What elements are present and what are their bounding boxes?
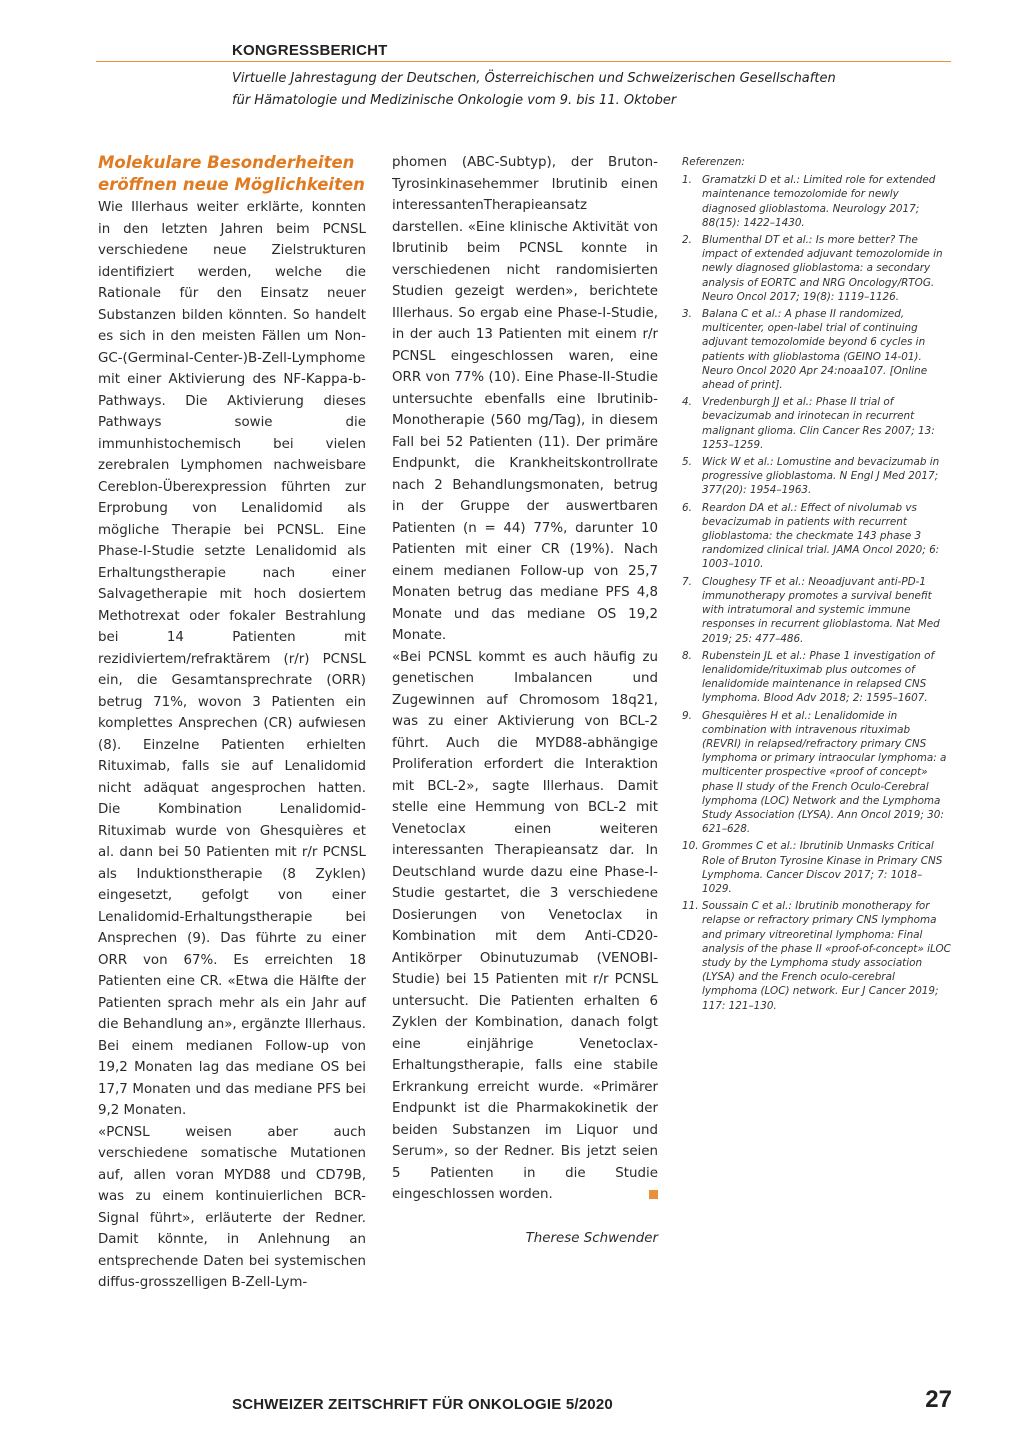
subtitle-line-2: für Hämatologie und Medizinische Onkologie vom 9. bis 11. Oktober (232, 93, 677, 108)
reference-item (682, 709, 952, 837)
reference-number: 3. (682, 308, 692, 321)
references-label: Referenzen: (682, 156, 745, 168)
reference-text: Soussain C et al.: Ibrutinib monotherapy for relapse or refractory primary CNS lymphoma and primary vitreoretinal lymphoma: Final analysis of the phase II «proof-of-concept» iLOC study by the Lymphoma study association (LYSA) and the French oculo-cerebral lymphoma (LOC) network. Eur J Cancer 2019; 117: 121–130. (702, 900, 951, 1012)
reference-item (682, 649, 952, 706)
reference-item (682, 575, 952, 646)
journal-name: SCHWEIZER ZEITSCHRIFT FÜR ONKOLOGIE 5/2020 (232, 1396, 613, 1413)
article-column-1 (98, 152, 366, 1294)
reference-number: 11. (682, 900, 699, 913)
reference-text: Blumenthal DT et al.: Is more better? The impact of extended adjuvant temozolomide in newly diagnosed glioblastoma: a secondary analysis of EORTC and NRG Oncology/RTOG. Neuro Oncol 2017; 19(8): 1119–1126. (702, 234, 943, 303)
header-subtitle (232, 68, 952, 112)
header-divider (96, 61, 951, 62)
reference-number: 4. (682, 396, 692, 409)
references-column (682, 155, 952, 1016)
reference-number: 8. (682, 649, 692, 662)
reference-number: 9. (682, 709, 692, 722)
reference-text: Vredenburgh JJ et al.: Phase II trial of bevacizumab and irinotecan in recurrent malignant glioma. Clin Cancer Res 2007; 13: 1253–1259. (702, 396, 935, 451)
article-paragraph-1: Wie Illerhaus weiter erklärte, konnten in den letzten Jahren beim PCNSL verschiedene neue Zielstrukturen identifiziert werden, welche die Rationale für den Einsatz neuer Substanzen bilden könnten. So handelt es sich in den meisten Fällen um Non-GC-(Germinal-Center-)B-Zell-Lymphome mit einer Aktivierung des NF-Kappa-b-Pathways. Die Aktivierung dieses Pathways sowie die immunhistochemisch bei vielen zerebralen Lymphomen nachweisbare Cereblon-Überexpression führten zur Erprobung von Lenalidomid als mögliche Therapie bei PCNSL. Eine Phase-I-Studie setzte Lenalidomid als Erhaltungstherapie nach einer Salvagetherapie mit hoch dosiertem Methotrexat oder fokaler Bestrahlung bei 14 Patienten mit rezidiviertem/refraktärem (r/r) PCNSL ein, die Gesamtansprechrate (ORR) betrug 71%, wovon 3 Patienten ein komplettes Ansprechen (CR) aufwiesen (8). Einzelne Patienten erhielten Rituximab, falls sie auf Lenalidomid nicht adäquat angesprochen hatten. Die Kombination Lenalidomid-Rituximab wurde von Ghesquières et al. dann bei 50 Patienten mit r/r PCNSL als Induktionstherapie (8 Zyklen) eingesetzt, gefolgt von einer Lenalidomid-Erhaltungstherapie bei Ansprechen (9). Das führte zu einer ORR von 67%. Es erreichten 18 Patienten eine CR. «Etwa die Hälfte der Patienten sprach mehr als ein Jahr auf die Behandlung an», ergänzte Illerhaus. Bei einem medianen Follow-up von 19,2 Monaten lag das mediane OS bei 17,7 Monaten und das mediane PFS bei 9,2 Monaten. (98, 200, 366, 1118)
reference-item (682, 173, 952, 230)
article-column-2 (392, 152, 658, 1249)
reference-number: 1. (682, 174, 692, 187)
reference-text: Gramatzki D et al.: Limited role for extended maintenance temozolomide for newly diagnosed glioblastoma. Neurology 2017; 88(15): 1422–1430. (702, 174, 936, 229)
references-list (682, 173, 952, 1013)
reference-item (682, 899, 952, 1013)
author-name: Therese Schwender (525, 1230, 658, 1246)
end-mark-icon (649, 1190, 658, 1199)
reference-item (682, 307, 952, 392)
reference-number: 2. (682, 234, 692, 247)
article-paragraph-2-start: «PCNSL weisen aber auch verschiedene somatische Mutationen auf, allen voran MYD88 und CD79B, was zu einem kontinuierlichen BCR-Signal führt», erläuterte der Redner. Damit könnte, in Anlehnung an entsprechende Daten bei systemischen diffus-grosszelligen B-Zell-Lym- (98, 1124, 366, 1290)
article-paragraph-3 (392, 647, 658, 1206)
section-heading: Molekulare Besonderheiten eröffnen neue Möglichkeiten (98, 153, 365, 194)
reference-item (682, 501, 952, 572)
reference-text: Wick W et al.: Lomustine and bevacizumab in progressive glioblastoma. N Engl J Med 2017; 377(20): 1954–1963. (702, 456, 940, 497)
section-label: KONGRESSBERICHT (232, 42, 388, 59)
reference-text: Reardon DA et al.: Effect of nivolumab vs bevacizumab in patients with recurrent glioblastoma: the checkmate 143 phase 3 randomized clinical trial. JAMA Oncol 2020; 6: 1003–1010. (702, 501, 940, 571)
reference-item (682, 455, 952, 498)
page-number: 27 (925, 1386, 952, 1413)
reference-text: Grommes C et al.: Ibrutinib Unmasks Critical Role of Bruton Tyrosine Kinase in Primary CNS Lymphoma. Cancer Discov 2017; 7: 1018–1029. (702, 840, 943, 895)
reference-item (682, 233, 952, 304)
reference-item (682, 839, 952, 896)
reference-text: Cloughesy TF et al.: Neoadjuvant anti-PD-1 immunotherapy promotes a survival benefit with intratumoral and systemic immune responses in recurrent glioblastoma. Nat Med 2019; 25: 477–486. (702, 575, 940, 645)
article-paragraph-2-end: phomen (ABC-Subtyp), der Bruton-Tyrosinkinasehemmer Ibrutinib einen interessantenTherapieansatz darstellen. «Eine klinische Aktivität von Ibrutinib beim PCNSL konnte in verschiedenen nicht randomisierten Studien gezeigt werden», berichtete Illerhaus. So ergab eine Phase-I-Studie, in der auch 13 Patienten mit einem r/r PCNSL eingeschlossen waren, eine ORR von 77% (10). Eine Phase-II-Studie untersuchte ebenfalls eine Ibrutinib-Monotherapie (560 mg/Tag), in diesem Fall bei 52 Patienten (11). Der primäre Endpunkt, die Krankheitskontrollrate nach 2 Behandlungsmonaten, betrug in der Gruppe der auswertbaren Patienten (n = 44) 77%, darunter 10 Patienten mit einer CR (19%). Nach einem medianen Follow-up von 25,7 Monaten betrug das mediane PFS 4,8 Monate und das mediane OS 19,2 Monate. (392, 155, 658, 643)
subtitle-line-1: Virtuelle Jahrestagung der Deutschen, Österreichischen und Schweizerischen Gesellschaften (232, 71, 836, 86)
reference-item (682, 395, 952, 452)
reference-text: Balana C et al.: A phase II randomized, multicenter, open-label trial of continuing adjuvant temozolomide beyond 6 cycles in patients with glioblastoma (GEINO 14-01). Neuro Oncol 2020 Apr 24:noaa107. [Online ahead of print]. (702, 308, 928, 392)
reference-number: 5. (682, 456, 692, 469)
reference-number: 10. (682, 840, 699, 853)
reference-number: 6. (682, 501, 692, 514)
reference-text: Rubenstein JL et al.: Phase 1 investigation of lenalidomide/rituximab plus outcomes of lenalidomide maintenance in relapsed CNS lymphoma. Blood Adv 2018; 2: 1595–1607. (702, 649, 935, 705)
reference-text: Ghesquières H et al.: Lenalidomide in combination with intravenous rituximab (REVRI) in relapsed/refractory primary CNS lymphoma or primary intraocular lymphoma: a multicenter prospective «proof of concept» phase II study of the French Oculo-Cerebral lymphoma (LOC) Network and the Lymphoma Study Association (LYSA). Ann Oncol 2019; 30: 621–628. (702, 709, 947, 836)
paragraph-3-text: «Bei PCNSL kommt es auch häufig zu genetischen Imbalancen und Zugewinnen auf Chromosom 18q21, was zu einer Aktivierung von BCL-2 führt. Auch die MYD88-abhängige Proliferation erfordert die Interaktion mit BCL-2», sagte Illerhaus. Damit stelle eine Hemmung von BCL-2 mit Venetoclax einen weiteren interessanten Therapieansatz dar. In Deutschland wurde dazu eine Phase-I-Studie gestartet, die 3 verschiedene Dosierungen von Venetoclax in Kombination mit dem Anti-CD20-Antikörper Obinutuzumab (VENOBI-Studie) bei 15 Patienten mit r/r PCNSL untersucht. Die Patienten erhalten 6 Zyklen der Kombination, danach folgt eine einjährige Venetoclax-Erhaltungstherapie, falls eine stabile Erkrankung erreicht wurde. «Primärer Endpunkt ist die Pharmakokinetik der beiden Substanzen im Liquor und Serum», so der Redner. Bis jetzt seien 5 Patienten in die Studie eingeschlossen worden. (392, 649, 658, 1202)
reference-number: 7. (682, 575, 692, 588)
